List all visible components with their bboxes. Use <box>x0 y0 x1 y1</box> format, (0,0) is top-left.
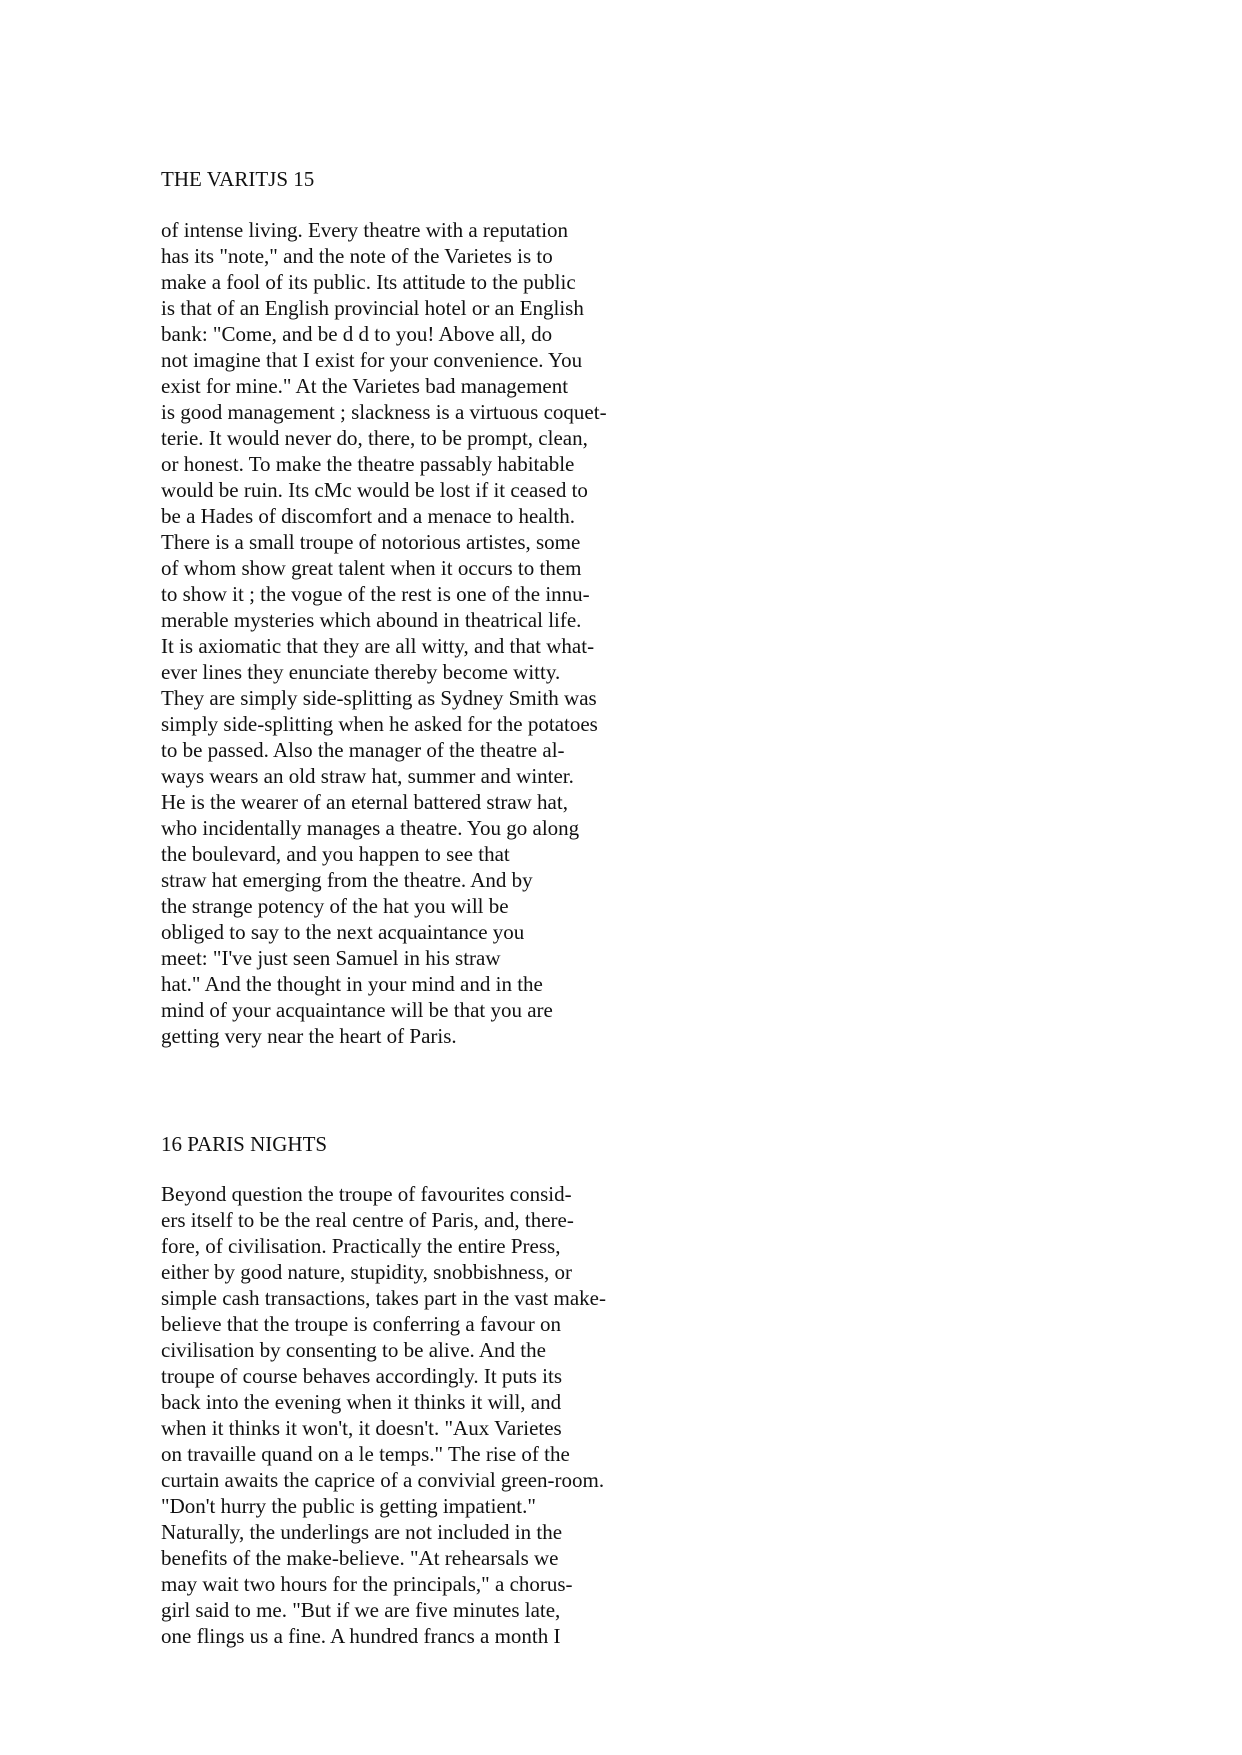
text-line: is good management ; slackness is a virtuous coquet- <box>161 400 607 424</box>
text-line: mind of your acquaintance will be that you are <box>161 998 553 1022</box>
text-line: bank: "Come, and be d d to you! Above all, do <box>161 322 553 346</box>
text-line: is that of an English provincial hotel or an English <box>161 296 584 320</box>
text-line: make a fool of its public. Its attitude to the public <box>161 270 576 294</box>
text-line: or honest. To make the theatre passably habitable <box>161 452 575 476</box>
text-line: may wait two hours for the principals," a chorus- <box>161 1572 573 1596</box>
text-line: on travaille quand on a le temps." The rise of the <box>161 1442 570 1466</box>
text-line: merable mysteries which abound in theatrical life. <box>161 608 582 632</box>
text-line: either by good nature, stupidity, snobbishness, or <box>161 1260 573 1284</box>
text-line: the boulevard, and you happen to see that <box>161 842 510 866</box>
body-text-page-15 <box>161 217 721 1049</box>
text-line: civilisation by consenting to be alive. And the <box>161 1338 546 1362</box>
text-line: one flings us a fine. A hundred francs a month I <box>161 1624 561 1648</box>
text-line: when it thinks it won't, it doesn't. "Aux Varietes <box>161 1416 562 1440</box>
text-line: terie. It would never do, there, to be prompt, clean, <box>161 426 588 450</box>
body-text-page-16 <box>161 1181 721 1649</box>
text-line: who incidentally manages a theatre. You go along <box>161 816 580 840</box>
text-line: troupe of course behaves accordingly. It puts its <box>161 1364 563 1388</box>
text-line: meet: "I've just seen Samuel in his straw <box>161 946 501 970</box>
text-line: believe that the troupe is conferring a favour on <box>161 1312 562 1336</box>
text-line: It is axiomatic that they are all witty, and that what- <box>161 634 595 658</box>
text-line: They are simply side-splitting as Sydney Smith was <box>161 686 597 710</box>
text-line: not imagine that I exist for your convenience. You <box>161 348 583 372</box>
text-line: would be ruin. Its cMc would be lost if it ceased to <box>161 478 588 502</box>
text-line: of intense living. Every theatre with a reputation <box>161 218 569 242</box>
text-line: ers itself to be the real centre of Paris, and, there- <box>161 1208 574 1232</box>
text-line: to be passed. Also the manager of the theatre al- <box>161 738 565 762</box>
text-line: fore, of civilisation. Practically the entire Press, <box>161 1234 561 1258</box>
text-line: There is a small troupe of notorious artistes, some <box>161 530 581 554</box>
text-line: of whom show great talent when it occurs to them <box>161 556 582 580</box>
text-line: He is the wearer of an eternal battered straw hat, <box>161 790 568 814</box>
running-header-page-16: 16 PARIS NIGHTS <box>161 1132 328 1156</box>
text-line: to show it ; the vogue of the rest is one of the innu- <box>161 582 590 606</box>
running-header-page-15: THE VARITJS 15 <box>161 167 315 191</box>
text-line: Beyond question the troupe of favourites consid- <box>161 1182 572 1206</box>
text-line: curtain awaits the caprice of a convivial green-room. <box>161 1468 605 1492</box>
text-line: obliged to say to the next acquaintance you <box>161 920 525 944</box>
text-line: be a Hades of discomfort and a menace to health. <box>161 504 576 528</box>
text-line: benefits of the make-believe. "At rehearsals we <box>161 1546 559 1570</box>
text-line: has its "note," and the note of the Varietes is to <box>161 244 553 268</box>
text-line: ways wears an old straw hat, summer and winter. <box>161 764 574 788</box>
text-line: "Don't hurry the public is getting impatient." <box>161 1494 536 1518</box>
text-line: getting very near the heart of Paris. <box>161 1024 457 1048</box>
text-line: straw hat emerging from the theatre. And by <box>161 868 533 892</box>
text-line: exist for mine." At the Varietes bad management <box>161 374 569 398</box>
text-line: simple cash transactions, takes part in the vast make- <box>161 1286 606 1310</box>
text-line: girl said to me. "But if we are five minutes late, <box>161 1598 561 1622</box>
text-line: simply side-splitting when he asked for the potatoes <box>161 712 598 736</box>
text-line: back into the evening when it thinks it will, and <box>161 1390 562 1414</box>
text-line: ever lines they enunciate thereby become witty. <box>161 660 561 684</box>
text-line: the strange potency of the hat you will be <box>161 894 509 918</box>
text-line: hat." And the thought in your mind and in the <box>161 972 543 996</box>
text-line: Naturally, the underlings are not included in the <box>161 1520 563 1544</box>
